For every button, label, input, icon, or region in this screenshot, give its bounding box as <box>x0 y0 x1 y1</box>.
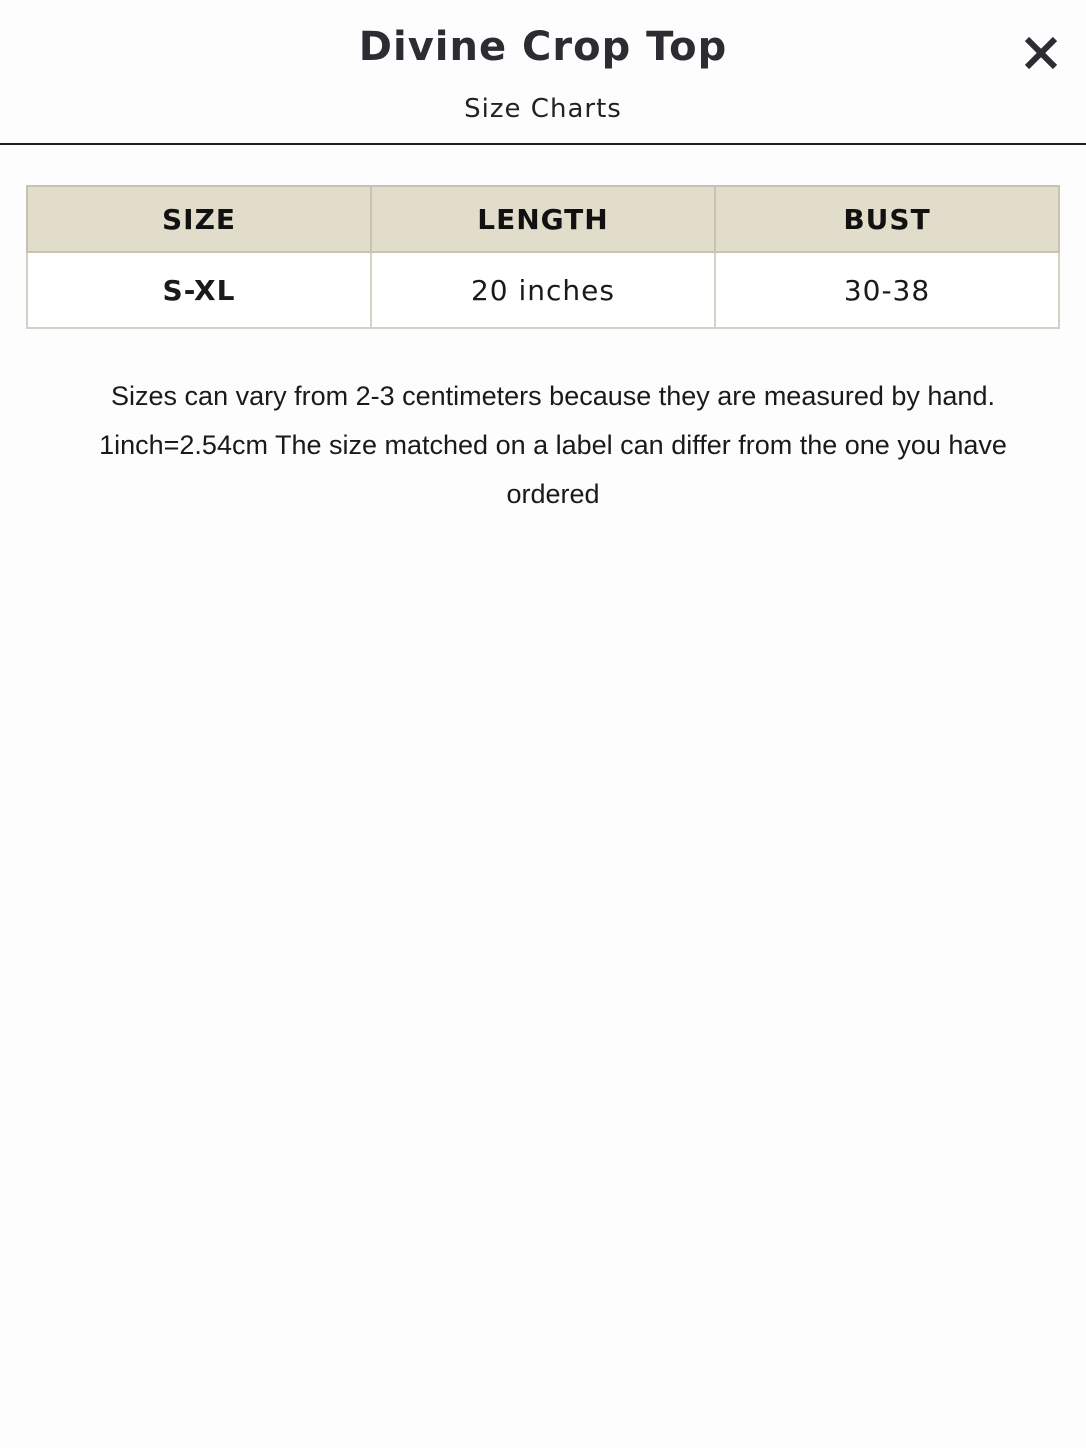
table-row <box>27 252 1059 328</box>
column-header-size: SIZE <box>27 186 371 252</box>
column-header-length: LENGTH <box>371 186 715 252</box>
size-charts-subtitle: Size Charts <box>464 94 622 124</box>
modal-header <box>0 0 1086 145</box>
cell-size: S-XL <box>27 252 371 328</box>
table-header-row <box>27 186 1059 252</box>
size-table-container <box>26 185 1060 329</box>
size-table <box>26 185 1060 329</box>
sizing-note: Sizes can vary from 2-3 centimeters because they are measured by hand. 1inch=2.54cm The size matched on a label can differ from the one you have ordered <box>99 381 1007 509</box>
product-title: Divine Crop Top <box>358 24 728 70</box>
close-icon <box>1018 30 1064 76</box>
column-header-bust: BUST <box>715 186 1059 252</box>
close-button[interactable] <box>1018 30 1064 76</box>
cell-length: 20 inches <box>371 252 715 328</box>
cell-bust: 30-38 <box>715 252 1059 328</box>
